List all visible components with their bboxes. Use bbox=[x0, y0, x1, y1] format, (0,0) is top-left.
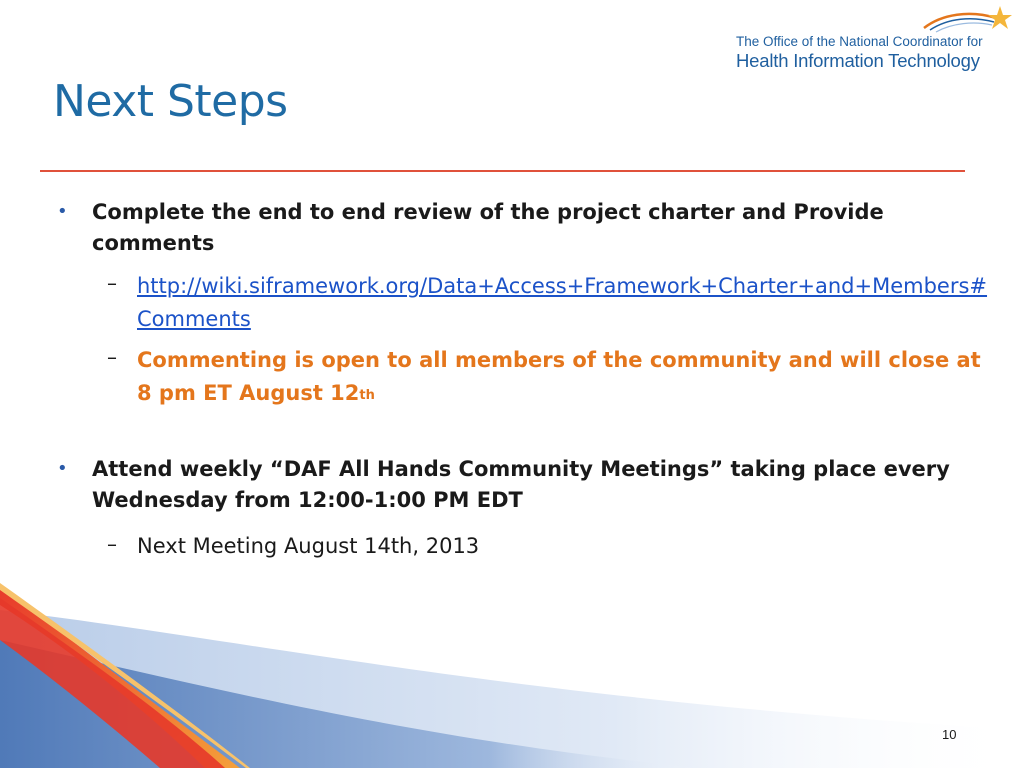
dash-icon: – bbox=[107, 271, 117, 295]
next-meeting-text: Next Meeting August 14th, 2013 bbox=[137, 534, 480, 558]
dash-icon: – bbox=[107, 532, 117, 556]
ordinal-suffix: th bbox=[359, 388, 375, 403]
bullet-1-text: Complete the end to end review of the project charter and Provide comments bbox=[92, 200, 884, 255]
logo-line2: Health Information Technology bbox=[736, 50, 980, 71]
dash-icon: – bbox=[107, 345, 117, 369]
commenting-deadline-text: Commenting is open to all members of the community and will close at 8 pm ET August 12 bbox=[137, 348, 981, 405]
sub-1-1 bbox=[137, 270, 992, 336]
logo-line1: The Office of the National Coordinator for bbox=[736, 34, 983, 49]
page-number: 10 bbox=[942, 727, 957, 742]
slide-title: Next Steps bbox=[53, 76, 288, 127]
bullet-icon: • bbox=[57, 458, 68, 479]
sub-1-2 bbox=[137, 344, 987, 410]
bullet-2-text: Attend weekly “DAF All Hands Community Meetings” taking place every Wednesday from 12:00-1:00 PM EDT bbox=[92, 457, 950, 512]
sub-2-1 bbox=[137, 530, 992, 563]
bullet-icon: • bbox=[57, 201, 68, 222]
charter-comments-link[interactable]: http://wiki.siframework.org/Data+Access+Framework+Charter+and+Members#Comments bbox=[137, 274, 988, 331]
